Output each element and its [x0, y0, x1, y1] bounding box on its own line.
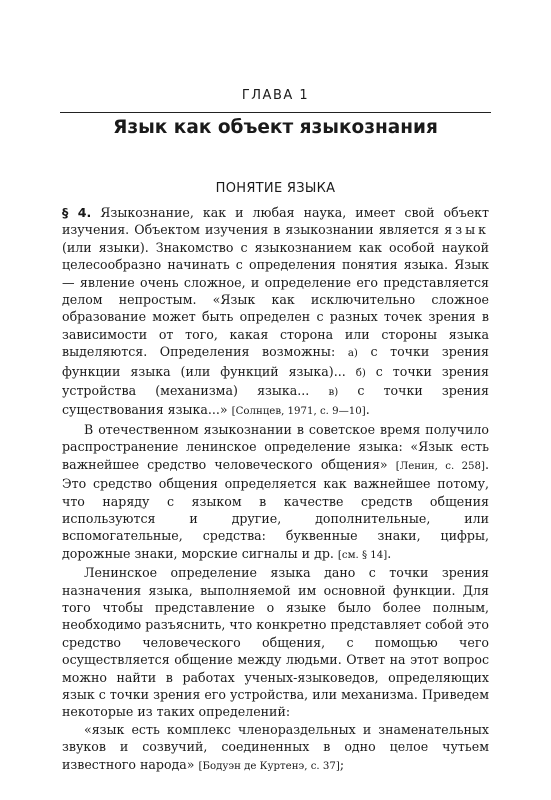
- citation: [Бодуэн де Куртенэ, с. 37]: [198, 760, 340, 772]
- paragraph-2-text-b: . Это средство общения определяется как важнейшее потому, что наряду с языком в качестве средств общения используются и другие, дополнительные, или вспомогательные, средства: буквенные знаки, цифры, дорожные знаки, морские сигналы и др.: [62, 456, 490, 561]
- paragraph-4: [62, 721, 489, 775]
- paragraph-4-end: ;: [339, 756, 345, 772]
- body-text: [62, 204, 489, 775]
- paragraph-1-text-d: с точки зрения устройства (механизма) языка...: [62, 363, 489, 399]
- paragraph-3: Ленинское определение языка дано с точки зрения назначения языка, выполняемой им основной функции. Для того чтобы представление о языке было более полным, необходимо разъяснить, что конкретно представляет собой это средство человеческого общения, с помощью чего осуществляется общение между людьми. Ответ на этот вопрос можно найти в работах ученых-языковедов, определяющих язык с точки зрения его устройства, или механизма. Приведем некоторые из таких определений:: [62, 565, 489, 720]
- paragraph-2-end: .: [387, 545, 392, 561]
- citation: [см. § 14]: [337, 549, 388, 561]
- citation: [Солнцев, 1971, с. 9—10]: [231, 406, 366, 418]
- chapter-rule: [60, 112, 491, 113]
- paragraph-1-text-e: с точки зрения существования языка...»: [62, 383, 489, 418]
- paragraph-4-text: «язык есть комплекс членораздельных и знаменательных звуков и созвучий, соединенных в одно целое чутьем известного народа»: [62, 721, 489, 772]
- citation: [Ленин, с. 258]: [395, 460, 485, 472]
- chapter-title: Язык как объект языкознания: [113, 117, 438, 138]
- list-marker-c: в): [328, 387, 339, 399]
- section-heading: ПОНЯТИЕ ЯЗЫКА: [215, 181, 336, 196]
- paragraph-1-end: .: [365, 402, 370, 418]
- paragraph-1-text-c: с точки зрения функции языка (или функций языка)...: [62, 344, 489, 379]
- paragraph-2: [62, 421, 489, 564]
- list-marker-a: а): [347, 348, 358, 360]
- section-number: § 4.: [62, 205, 92, 220]
- list-marker-b: б): [355, 367, 366, 379]
- spaced-term: язык: [444, 222, 489, 238]
- paragraph-1: [62, 204, 489, 421]
- paragraph-1-text-a: Языкознание, как и любая наука, имеет свой объект изучения. Объектом изучения в языкознании является: [62, 205, 490, 238]
- chapter-label: ГЛАВА 1: [241, 88, 310, 103]
- paragraph-2-text-a: В отечественном языкознании в советское время получило распространение ленинское определение языка: «Язык есть важнейшее средство человеческого общения»: [62, 421, 489, 472]
- paragraph-1-text-b: (или языки). Знакомство с языкознанием как особой наукой целесообразно начинать с определения понятия языка. Язык — явление очень сложное, и определение его представляется делом непростым. «Язык как исключительно сложное образование может быть определен с разных точек зрения в зависимости от того, какая сторона или стороны языка выделяются. Определения возможны:: [62, 239, 489, 360]
